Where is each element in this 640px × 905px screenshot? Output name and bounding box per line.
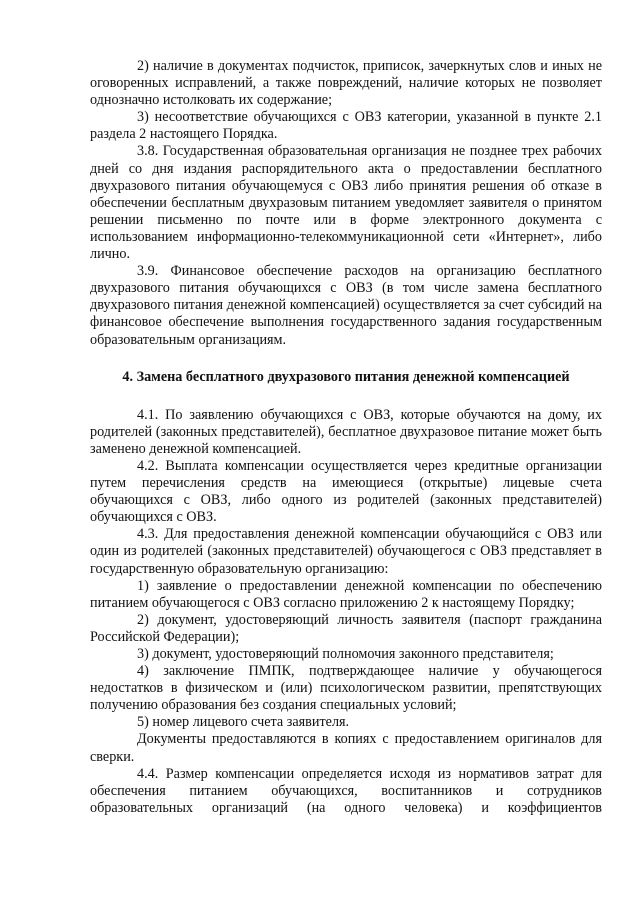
list-item-pmpk-conclusion: 4) заключение ПМПК, подтверждающее наличие у обучающегося недостатков в физическом и (или) психологическом развитии, препятствующих получению образования без создания специальных условий;: [90, 663, 602, 714]
document-page: [90, 58, 602, 817]
paragraph-4-3: 4.3. Для предоставления денежной компенсации обучающийся с ОВЗ или один из родителей (законных представителей) обучающегося с ОВЗ представляет в государственную образовательную организацию:: [90, 526, 602, 577]
paragraph-item-3: 3) несоответствие обучающихся с ОВЗ категории, указанной в пункте 2.1 раздела 2 настоящего Порядка.: [90, 109, 602, 143]
list-item-application: 1) заявление о предоставлении денежной компенсации по обеспечению питанием обучающегося с ОВЗ согласно приложению 2 к настоящему Порядку;: [90, 577, 602, 611]
paragraph-3-8: 3.8. Государственная образовательная организация не позднее трех рабочих дней со дня издания распорядительного акта о предоставлении бесплатного двухразового питания обучающемуся с ОВЗ либо принятия решения об отказе в обеспечении бесплатным двухразовым питанием уведомляет заявителя о принятом решении письменно по почте или в форме электронного документа с использованием информационно-телекоммуникационной сети «Интернет», либо лично.: [90, 143, 602, 263]
list-item-identity-document: 2) документ, удостоверяющий личность заявителя (паспорт гражданина Российской Федерации);: [90, 611, 602, 645]
paragraph-4-2: 4.2. Выплата компенсации осуществляется через кредитные организации путем перечисления средств на имеющиеся (открытые) лицевые счета обучающихся с ОВЗ, либо одного из родителей (законных представителей) обучающихся с ОВЗ.: [90, 457, 602, 526]
paragraph-4-4: 4.4. Размер компенсации определяется исходя из нормативов затрат для обеспечения питанием обучающихся, воспитанников и сотрудников образовательных организаций (на одного человека) и коэффициентов: [90, 765, 602, 816]
section-4-heading: 4. Замена бесплатного двухразового питания денежной компенсацией: [122, 368, 570, 385]
paragraph-item-2: 2) наличие в документах подчисток, приписок, зачеркнутых слов и иных не оговоренных исправлений, а также повреждений, наличие которых не позволяет однозначно истолковать их содержание;: [90, 58, 602, 109]
list-item-account-number: 5) номер лицевого счета заявителя.: [137, 714, 350, 731]
paragraph-4-1: 4.1. По заявлению обучающихся с ОВЗ, которые обучаются на дому, их родителей (законных представителей), бесплатное двухразовое питание может быть заменено денежной компенсацией.: [90, 406, 602, 457]
paragraph-3-9: 3.9. Финансовое обеспечение расходов на организацию бесплатного двухразового питания обучающихся с ОВЗ (в том числе замена бесплатного двухразового питания денежной компенсацией) осуществляется за счет субсидий на финансовое обеспечение выполнения государственного задания государственным образовательным организациям.: [90, 263, 602, 348]
list-item-representative-document: 3) документ, удостоверяющий полномочия законного представителя;: [137, 646, 554, 662]
paragraph-copies-note: Документы предоставляются в копиях с предоставлением оригиналов для сверки.: [90, 731, 602, 765]
